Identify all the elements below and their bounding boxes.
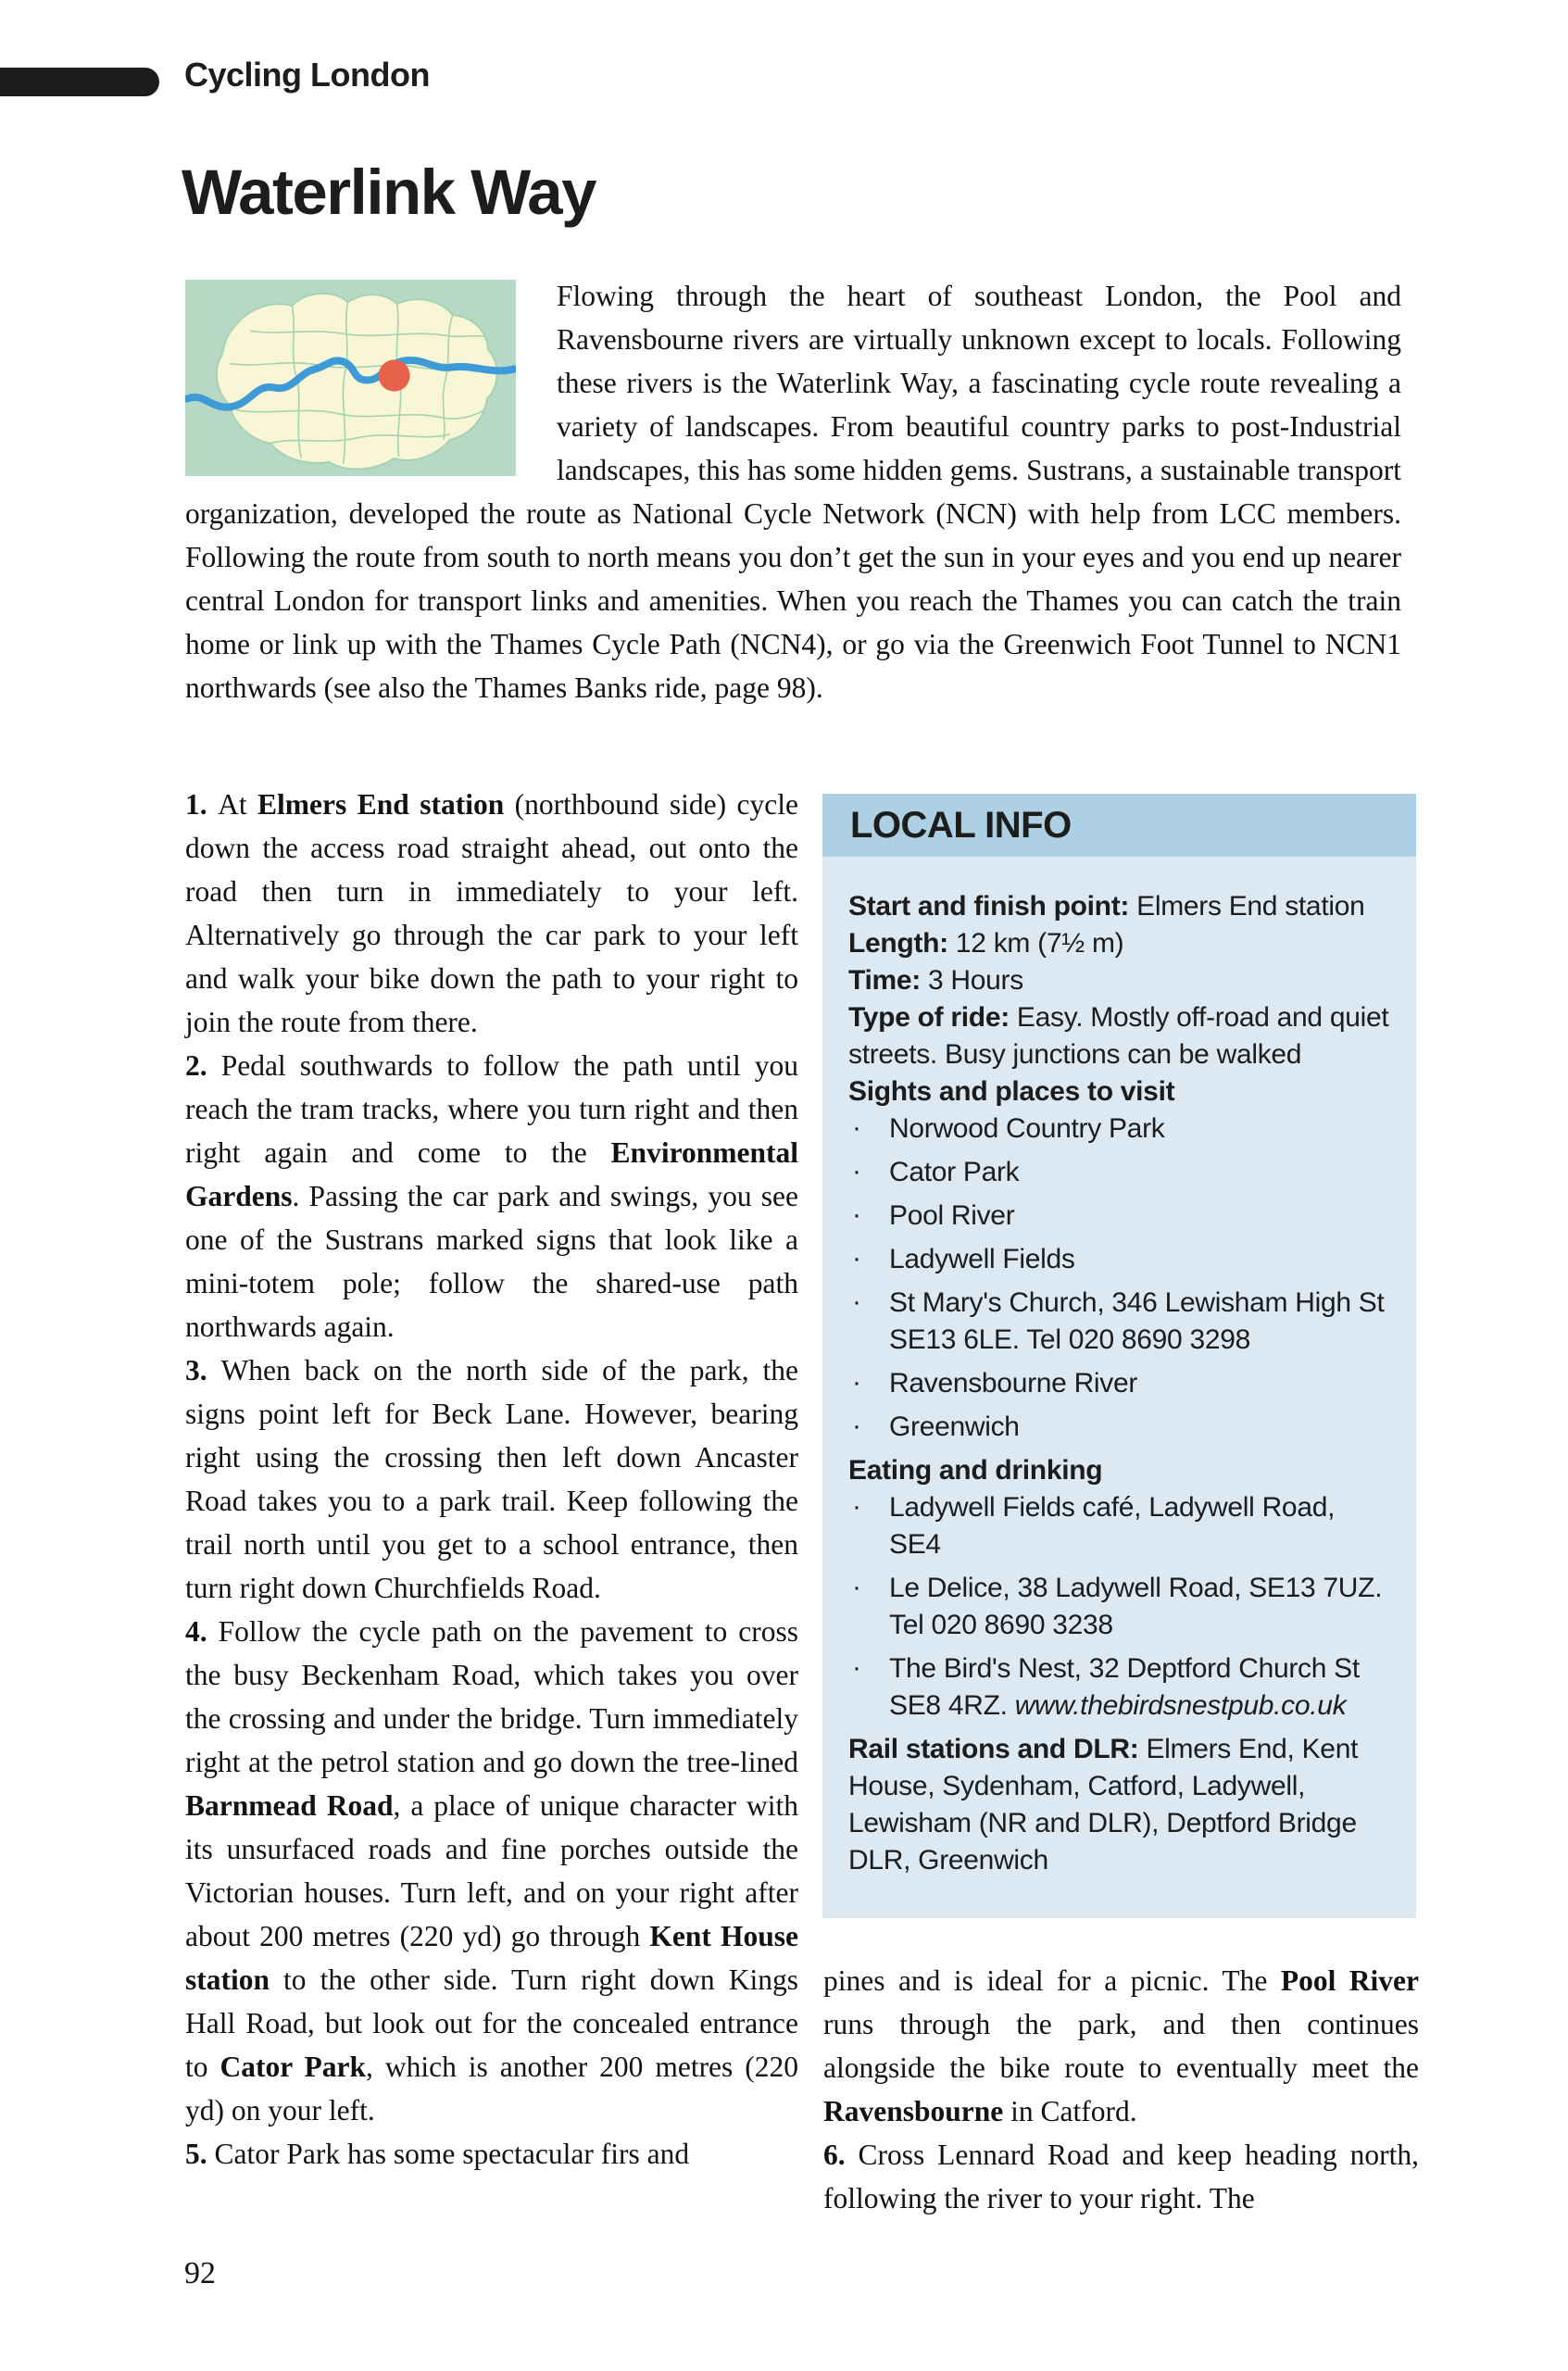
fact-value: 3 Hours (920, 965, 1023, 996)
sight-text: Ravensbourne River (889, 1368, 1138, 1399)
page-number: 92 (184, 2256, 216, 2290)
bullet-dot-icon: · (852, 1156, 861, 1186)
sight-item (848, 1110, 1390, 1148)
sight-item (848, 1365, 1390, 1402)
bullet-dot-icon: · (852, 1243, 861, 1273)
local-info-facts (848, 888, 1390, 1073)
sight-item (848, 1154, 1390, 1191)
fact-value: 12 km (7½ m) (947, 928, 1124, 959)
sights-list (848, 1110, 1390, 1446)
eating-text: The Bird's Nest, 32 Deptford Church St SE8 4RZ. www.thebirdsnestpub.co.uk (889, 1653, 1360, 1721)
step-5-continuation: pines and is ideal for a picnic. The Pool River runs through the park, and then continues alongside the bike route to eventually meet the Ravensbourne in Catford. (823, 1964, 1419, 2127)
info-fact (848, 888, 1390, 925)
bullet-dot-icon: · (852, 1199, 861, 1230)
step-2: 2. Pedal southwards to follow the path until you reach the tram tracks, where you turn right and then right again and come to the Environmental Gardens. Passing the car park and swings, you see one of the Sustrans marked signs that look like a mini-totem pole; follow the shared-use path northwards again. (185, 1049, 799, 1343)
eating-item (848, 1489, 1390, 1563)
rail-stations (848, 1731, 1390, 1879)
eating-list (848, 1489, 1390, 1725)
sight-text: St Mary's Church, 346 Lewisham High St SE13 6LE. Tel 020 8690 3298 (889, 1287, 1385, 1355)
bullet-dot-icon: · (852, 1112, 861, 1143)
sight-text: Cator Park (889, 1157, 1020, 1187)
fact-label: Length: (848, 928, 948, 959)
eating-heading: Eating and drinking (848, 1455, 1103, 1486)
sight-text: Ladywell Fields (889, 1244, 1075, 1274)
info-fact (848, 962, 1390, 999)
info-fact (848, 925, 1390, 962)
bullet-dot-icon: · (852, 1572, 861, 1602)
eating-item (848, 1570, 1390, 1644)
eating-text: Ladywell Fields café, Ladywell Road, SE4 (889, 1492, 1336, 1560)
bullet-dot-icon: · (852, 1367, 861, 1398)
local-info-body (822, 857, 1416, 1918)
rail-value: Elmers End, Kent House, Sydenham, Catford, Ladywell, Lewisham (NR and DLR), Deptford Bridge DLR, Greenwich (848, 1734, 1359, 1875)
fact-label: Start and finish point: (848, 891, 1130, 922)
step-4: 4. Follow the cycle path on the pavement to cross the busy Beckenham Road, which takes you over the crossing and under the bridge. Turn immediately right at the petrol station and go down the tree-lined Barnmead Road, a place of unique character with its unsurfaced roads and fine porches outside the Victorian houses. Turn left, and on your right after about 200 metres (220 yd) go through Kent House station to the other side. Turn right down Kings Hall Road, but look out for the concealed entrance to Cator Park, which is another 200 metres (220 yd) on your left. (185, 1615, 798, 2126)
fact-value: Easy. Mostly off-road and quiet streets. Busy junctions can be walked (848, 1002, 1389, 1070)
bullet-dot-icon: · (852, 1286, 861, 1317)
fact-value: Elmers End station (1129, 891, 1365, 922)
step-6: 6. Cross Lennard Road and keep heading north, following the river to your right. The (823, 2139, 1420, 2214)
fact-label: Type of ride: (848, 1002, 1010, 1033)
info-fact (848, 999, 1390, 1073)
sights-heading: Sights and places to visit (848, 1076, 1175, 1107)
fact-label: Time: (848, 965, 921, 996)
header-tab (0, 68, 159, 96)
eating-text: Le Delice, 38 Ladywell Road, SE13 7UZ. Tel 020 8690 3238 (889, 1573, 1383, 1640)
london-locator-map (185, 280, 516, 476)
step-3: 3. When back on the north side of the park, the signs point left for Beck Lane. However, bearing right using the crossing then left down Ancaster Road takes you to a park trail. Keep following the trail north until you get to a school entrance, then turn right down Churchfields Road. (185, 1354, 798, 1604)
local-info-header (822, 794, 1416, 857)
sight-item (848, 1241, 1390, 1278)
sight-text: Greenwich (889, 1411, 1020, 1442)
bullet-dot-icon: · (852, 1652, 861, 1683)
bullet-dot-icon: · (852, 1491, 861, 1522)
sight-text: Norwood Country Park (889, 1113, 1165, 1144)
sight-text: Pool River (889, 1200, 1015, 1231)
continuation-column (823, 1959, 1419, 2220)
step-1: 1. At Elmers End station (northbound side) cycle down the access road straight ahead, out onto the road then turn in immediately to your left. Alternatively go through the car park to your left and walk your bike down the path to your right to join the route from there. (185, 788, 798, 1038)
local-info-title: LOCAL INFO (850, 804, 1072, 846)
running-header: Cycling London (184, 56, 430, 94)
local-info-box (822, 794, 1416, 1918)
bullet-dot-icon: · (852, 1411, 861, 1441)
directions-column (185, 783, 798, 2176)
map-route-marker (379, 359, 410, 391)
eating-item (848, 1650, 1390, 1725)
step-5: 5. Cator Park has some spectacular firs and (185, 2138, 690, 2170)
page-title: Waterlink Way (182, 157, 596, 228)
sight-item (848, 1285, 1390, 1359)
intro-section (185, 274, 1401, 709)
intro-paragraph: Flowing through the heart of southeast London, the Pool and Ravensbourne rivers are virtually unknown except to locals. Following these rivers is the Waterlink Way, a fascinating cycle route revealing a variety of landscapes. From beautiful country parks to post-Industrial landscapes, this has some hidden gems. Sustrans, a sustainable transport organization, developed the route as National Cycle Network (NCN) with help from LCC members. Following the route from south to north means you don’t get the sun in your eyes and you end up nearer central London for transport links and amenities. When you reach the Thames you can catch the train home or link up with the Thames Cycle Path (NCN4), or go via the Greenwich Foot Tunnel to NCN1 northwards (see also the Thames Banks ride, page 98). (185, 280, 1401, 704)
sight-item (848, 1409, 1390, 1446)
sight-item (848, 1198, 1390, 1235)
rail-label: Rail stations and DLR: (848, 1734, 1139, 1764)
